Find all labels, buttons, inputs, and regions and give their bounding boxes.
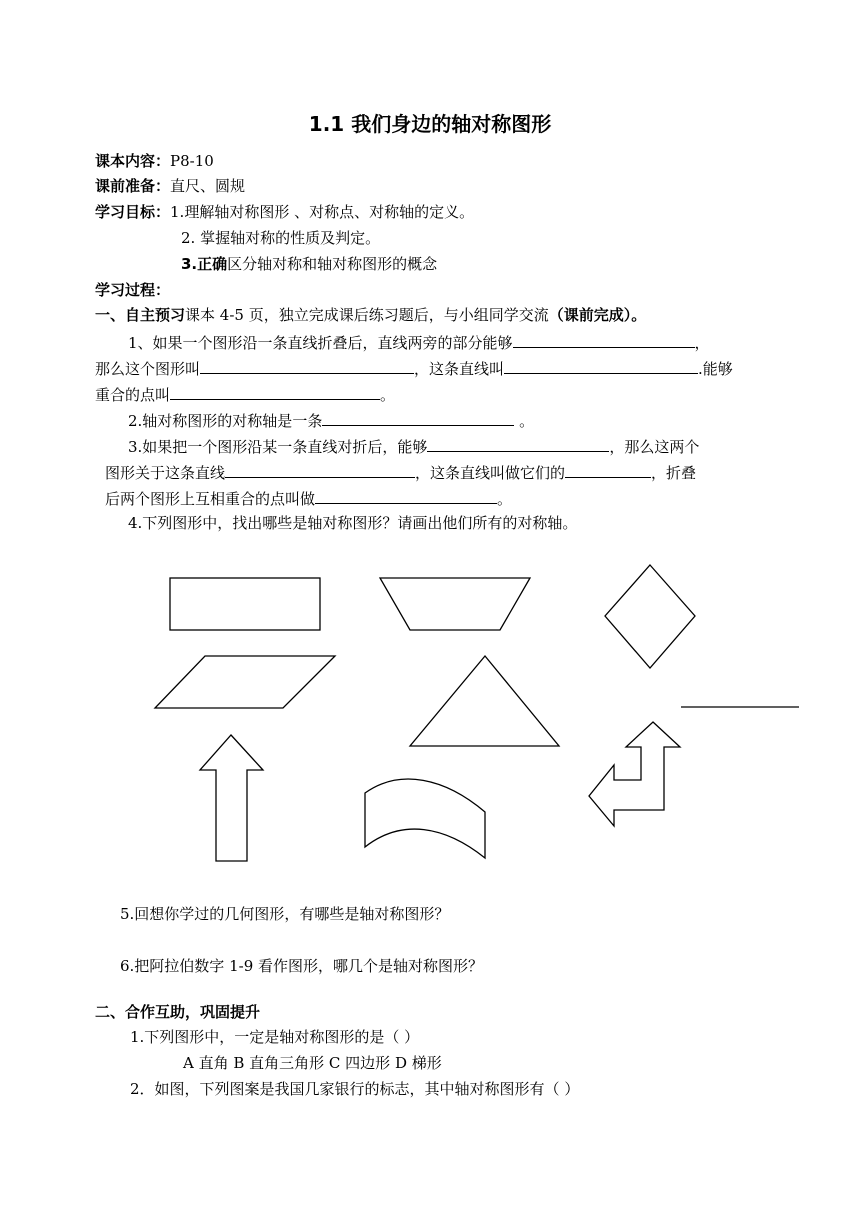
q1-text-a-end: ， [694,334,710,352]
section1-heading-text: 课本 4-5 页，独立完成课后练习题后，与小组同学交流 [185,306,549,324]
section1-heading-bold: 一、自主预习 [95,306,186,324]
s2-q1-text: 1.下列图形中，一定是轴对称图形的是（ ） [130,1028,420,1046]
q5-text: 5.回想你学过的几何图形，有哪些是轴对称图形？ [120,905,450,923]
q3-text-b3: ，折叠 [651,464,697,482]
content-value: P8-10 [170,152,214,170]
goals-label: 学习目标： [95,203,171,221]
q2-text-1: 2.轴对称图形的对称轴是一条 [128,412,323,430]
s2-q2-text: 2．如图，下列图案是我国几家银行的标志，其中轴对称图形有（ ） [130,1080,580,1098]
triangle-shape [410,656,559,746]
prep-value: 直尺、圆规 [170,177,246,195]
arrow-shape [200,735,263,861]
q1-text-c2: 。 [380,386,396,404]
q4-text: 4.下列图形中，找出哪些是轴对称图形？请画出他们所有的对称轴。 [128,514,578,532]
q3-text-a1: 3.如果把一个图形沿某一条直线对折后，能够 [128,438,428,456]
trapezoid-shape [380,578,530,630]
q1-text-c1: 重合的点叫 [95,386,171,404]
q1-text-a: 1、如果一个图形沿一条直线折叠后，直线两旁的部分能够 [128,334,513,352]
q1-text-b1: 那么这个图形叫 [95,360,201,378]
q6-text: 6.把阿拉伯数字 1-9 看作图形，哪几个是轴对称图形？ [120,957,484,975]
goal-3-bold: 3.正确 [181,255,228,273]
q3-text-c2: 。 [497,490,513,508]
goal-3-rest: 区分轴对称和轴对称图形的概念 [227,255,438,273]
section2-heading: 二、合作互助，巩固提升 [95,1003,261,1021]
q3-text-b1: 图形关于这条直线 [105,464,226,482]
rectangle-shape [170,578,320,630]
prep-label: 课前准备： [95,177,171,195]
s2-q1-options: A 直角 B 直角三角形 C 四边形 D 梯形 [183,1054,442,1072]
goal-2: 2. 掌握轴对称的性质及判定。 [181,229,381,247]
q1-text-b3: .能够 [698,360,733,378]
q3-text-b2: ，这条直线叫做它们的 [415,464,566,482]
page-title: 1.1 我们身边的轴对称图形 [308,112,552,136]
q3-text-a2: ，那么这两个 [609,438,700,456]
goal-1: 1.理解轴对称图形 、对称点、对称轴的定义。 [170,203,475,221]
wave-flag-shape [365,779,485,858]
process-label: 学习过程： [95,281,171,299]
q2-text-2: 。 [519,412,535,430]
q1-text-b2: ，这条直线叫 [414,360,505,378]
section1-heading-tail: （课前完成）。 [548,306,647,324]
content-label: 课本内容： [95,152,171,170]
bent-arrow-shape [589,722,680,826]
parallelogram-shape [155,656,335,708]
rhombus-shape [605,565,695,668]
q3-text-c1: 后两个图形上互相重合的点叫做 [105,490,316,508]
